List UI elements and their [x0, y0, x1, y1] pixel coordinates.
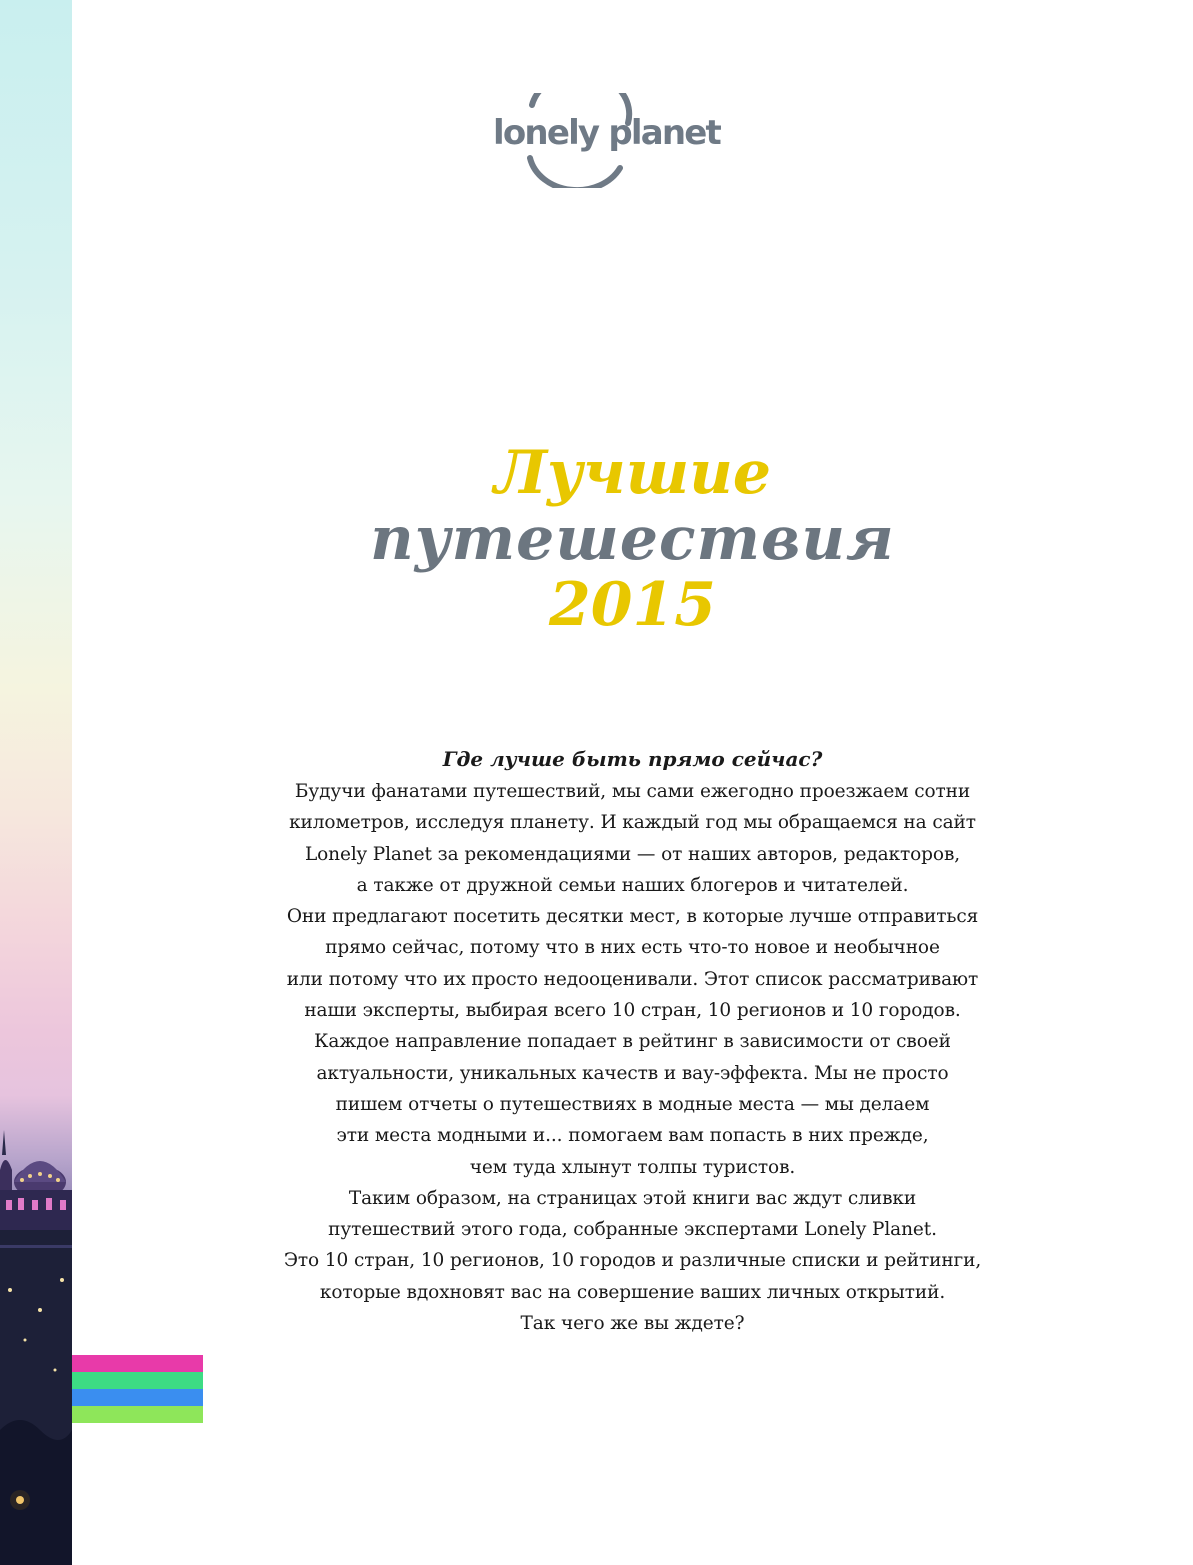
- book-title: [0, 440, 1193, 638]
- body-line: актуальности, уникальных качеств и вау-эффекта. Мы не просто: [316, 1062, 949, 1084]
- body-line: а также от дружной семьи наших блогеров и читателей.: [356, 874, 909, 896]
- body-line: Таким образом, на страницах этой книги вас ждут сливки: [348, 1187, 917, 1209]
- body-line: Они предлагают посетить десятки мест, в которые лучше отправиться: [286, 906, 979, 928]
- body-line: или потому что их просто недооценивали. Этот список рассматривают: [286, 968, 979, 990]
- body-line: Lonely Planet за рекомендациями — от наших авторов, редакторов,: [304, 843, 961, 865]
- body-line: Будучи фанатами путешествий, мы сами ежегодно проезжаем сотни: [294, 781, 971, 802]
- accent-bar-green: [72, 1406, 203, 1423]
- accent-color-bars: [72, 1355, 203, 1423]
- body-line: пишем отчеты о путешествиях в модные места — мы делаем: [335, 1093, 930, 1115]
- lonely-planet-logo: [490, 93, 720, 188]
- title-line-2: путешествия: [370, 504, 895, 574]
- city-skyline-illustration: [0, 1130, 72, 1565]
- body-line: путешествий этого года, собранные экспертами Lonely Planet.: [328, 1219, 937, 1241]
- accent-bar-blue: [72, 1389, 203, 1406]
- cover-photo-strip: [0, 0, 72, 1565]
- body-line: Каждое направление попадает в рейтинг в зависимости от своей: [314, 1031, 951, 1053]
- title-line-3: 2015: [549, 570, 716, 640]
- body-line: прямо сейчас, потому что в них есть что-то новое и необычное: [325, 937, 940, 959]
- accent-bar-teal: [72, 1372, 203, 1389]
- title-line-1: Лучшие: [493, 438, 772, 508]
- logo-wordmark: lonely planet: [493, 113, 720, 153]
- body-line: эти места модными и... помогаем вам попасть в них прежде,: [336, 1125, 929, 1147]
- body-line: Так чего же вы ждете?: [520, 1313, 745, 1335]
- body-line: наши эксперты, выбирая всего 10 стран, 10 регионов и 10 городов.: [304, 1000, 961, 1022]
- body-line: чем туда хлынут толпы туристов.: [469, 1156, 796, 1178]
- intro-text-block: [72, 742, 1193, 1339]
- accent-bar-magenta: [72, 1355, 203, 1372]
- body-line: Это 10 стран, 10 регионов, 10 городов и различные списки и рейтинги,: [283, 1250, 982, 1272]
- intro-subtitle: Где лучше быть прямо сейчас?: [442, 747, 823, 771]
- body-line: километров, исследуя планету. И каждый год мы обращаемся на сайт: [289, 812, 976, 834]
- body-line: которые вдохновят вас на совершение ваших личных открытий.: [319, 1281, 946, 1303]
